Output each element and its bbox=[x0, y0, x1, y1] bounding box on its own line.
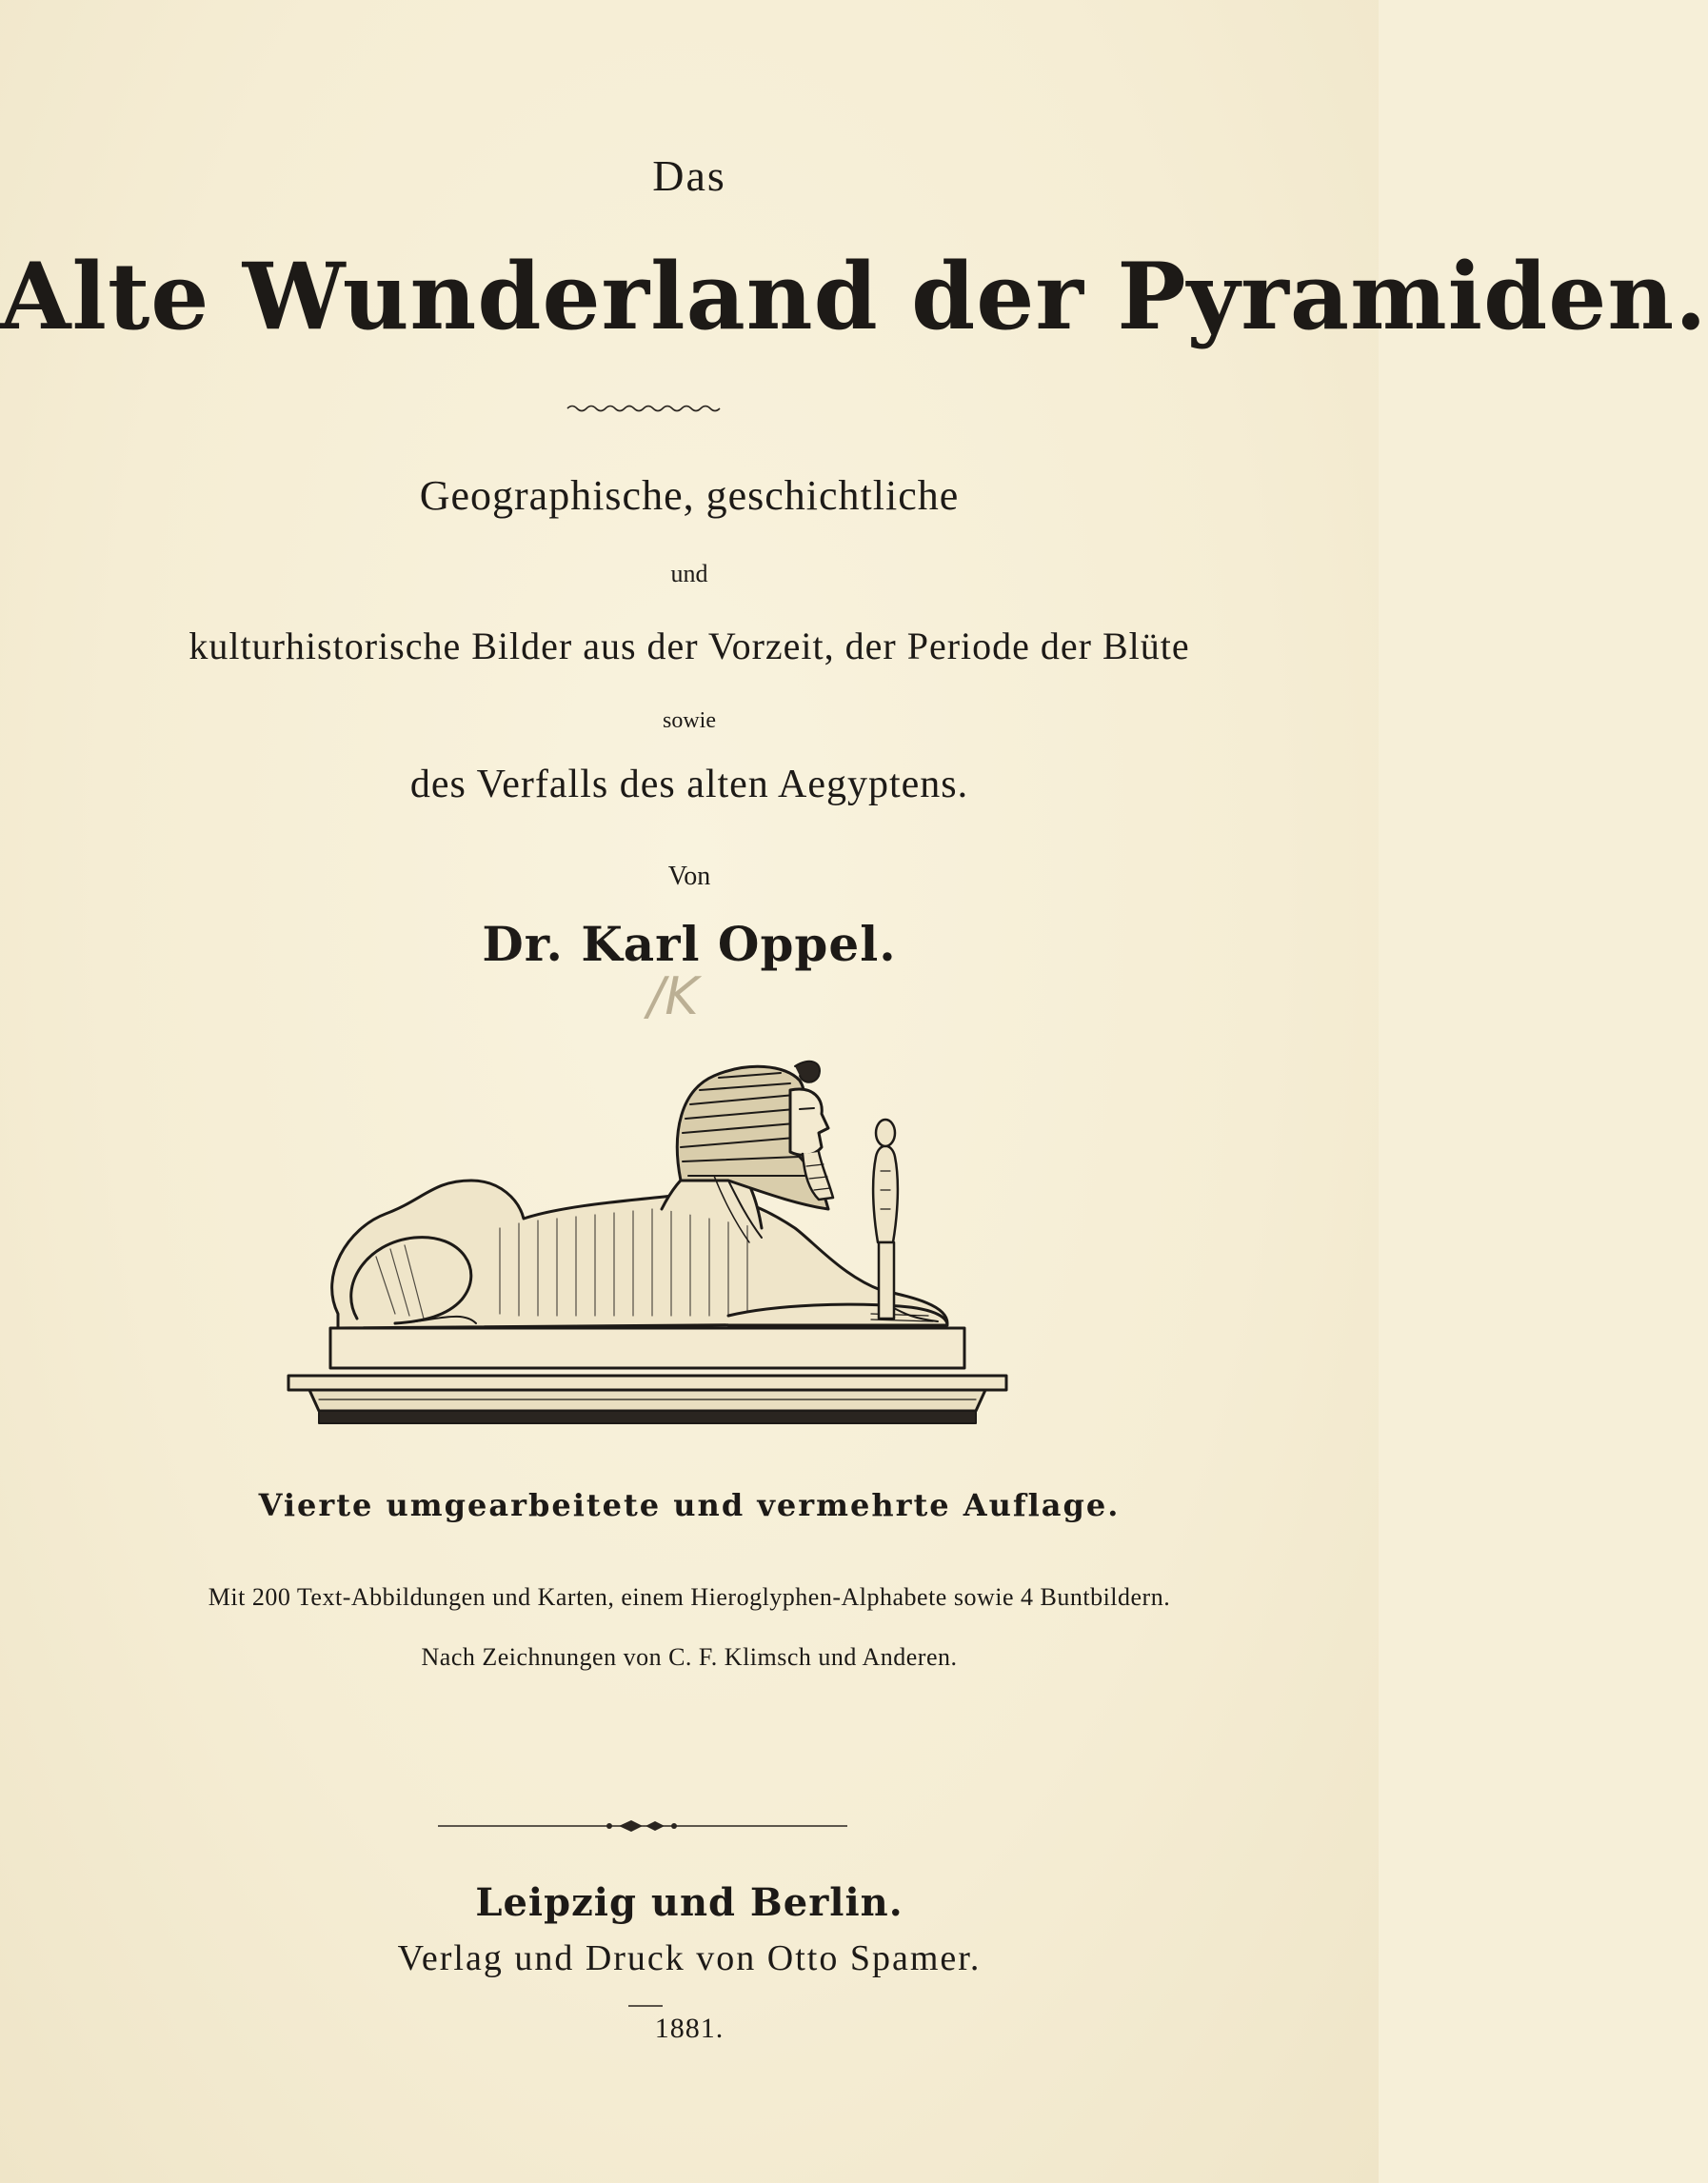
place-of-publication: Leipzig und Berlin. bbox=[475, 1880, 904, 1925]
subtitle-line-2: kulturhistorische Bilder aus der Vorzeit, der Periode der Blüte bbox=[189, 625, 1190, 667]
subtitle-line-3: des Verfalls des alten Aegyptens. bbox=[409, 763, 969, 806]
sphinx-illustration bbox=[281, 1038, 1014, 1457]
main-title: Alte Wunderland der Pyramiden. bbox=[0, 243, 1708, 350]
handwritten-mark: /K bbox=[647, 966, 699, 1026]
connector-sowie: sowie bbox=[663, 708, 716, 733]
drawings-note: Nach Zeichnungen von C. F. Klimsch und Anderen. bbox=[421, 1643, 958, 1671]
year-rule bbox=[628, 2005, 663, 2007]
edition-line: Vierte umgearbeitete und vermehrte Auflage. bbox=[258, 1487, 1121, 1523]
publication-year: 1881. bbox=[654, 2013, 725, 2044]
by-line: Von bbox=[667, 862, 711, 891]
subtitle-line-1: Geographische, geschichtliche bbox=[419, 472, 960, 519]
pre-title: Das bbox=[652, 151, 726, 200]
ornamental-rule bbox=[438, 1818, 847, 1834]
illustrations-note: Mit 200 Text-Abbildungen und Karten, einem Hieroglyphen-Alphabete sowie 4 Buntbildern. bbox=[208, 1583, 1171, 1611]
connector-und: und bbox=[670, 560, 708, 587]
publisher: Verlag und Druck von Otto Spamer. bbox=[397, 1938, 982, 1978]
author-name: Dr. Karl Oppel. bbox=[482, 916, 897, 972]
title-wave-rule bbox=[567, 402, 720, 415]
